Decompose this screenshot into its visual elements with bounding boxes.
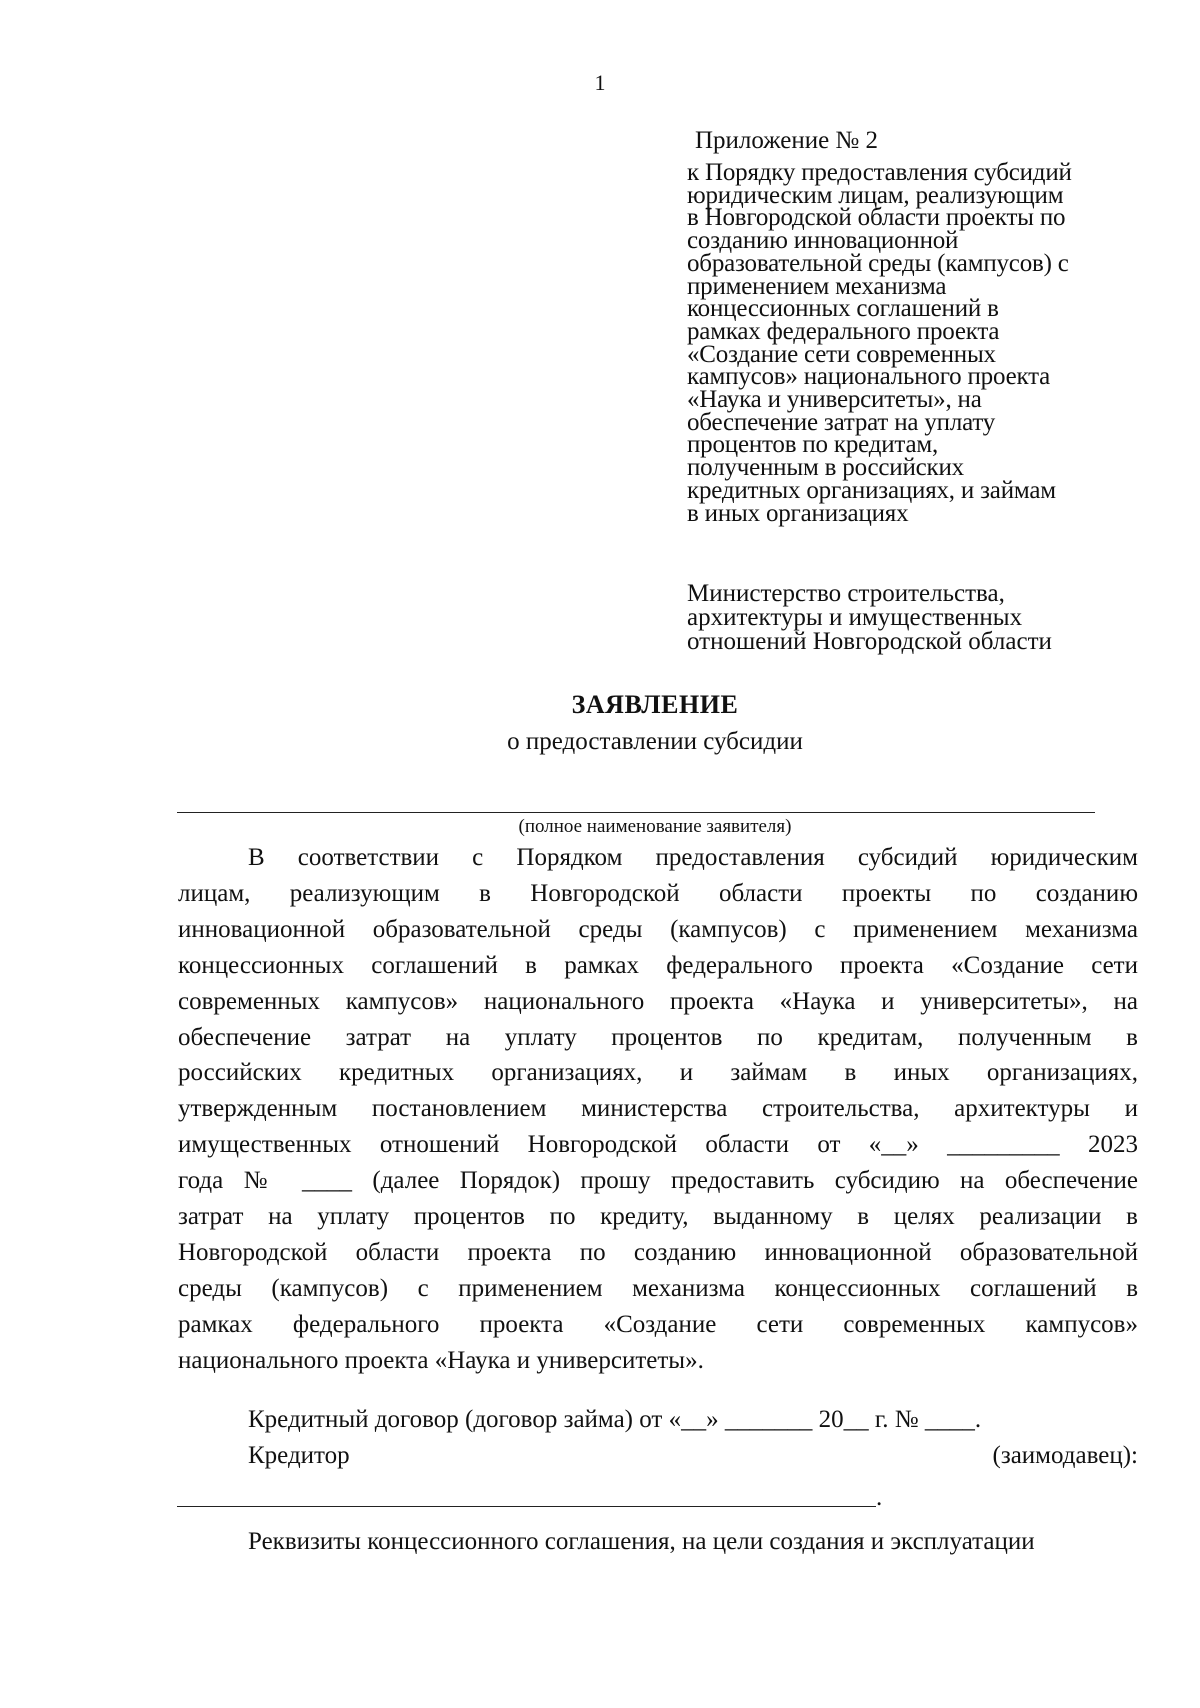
document-title: ЗАЯВЛЕНИЕ xyxy=(571,690,739,719)
paragraph-line: среды (кампусов) с применением механизма концессионных соглашений в xyxy=(178,1274,1138,1302)
appendix-line: рамках федерального проекта xyxy=(687,317,1000,345)
creditor-name-field-line xyxy=(177,1506,876,1507)
paragraph-line: обеспечение затрат на уплату процентов по кредитам, полученным в xyxy=(178,1023,1138,1051)
paragraph-line: российских кредитных организациях, и займам в иных организациях, xyxy=(178,1059,1138,1087)
main-paragraph xyxy=(178,840,1138,1379)
paragraph-line: В соответствии с Порядком предоставления субсидий юридическим xyxy=(248,844,1138,871)
credit-agreement-line: Кредитный договор (договор займа) от «__» _______ 20__ г. № ____. xyxy=(248,1406,982,1433)
paragraph-line: утвержденным постановлением министерства строительства, архитектуры и xyxy=(178,1095,1138,1123)
paragraph-line: Новгородской области проекта по созданию инновационной образовательной xyxy=(178,1238,1138,1266)
appendix-line: кредитных организациях, и займам xyxy=(687,476,1056,504)
appendix-line: концессионных соглашений в xyxy=(687,295,999,323)
appendix-line: юридическим лицам, реализующим xyxy=(687,181,1064,209)
paragraph-line: рамках федерального проекта «Создание сети современных кампусов» xyxy=(178,1310,1138,1338)
creditor-label: Кредитор xyxy=(248,1442,350,1469)
appendix-line: «Создание сети современных xyxy=(687,340,996,368)
paragraph-line: инновационной образовательной среды (кампусов) с применением механизма xyxy=(178,915,1138,943)
appendix-line: созданию инновационной xyxy=(687,227,959,255)
addressee-block xyxy=(687,582,1157,654)
addressee-line: архитектуры и имущественных xyxy=(687,604,1023,631)
paragraph-line: имущественных отношений Новгородской области от «__» _________ 2023 xyxy=(178,1131,1138,1159)
paragraph-line: современных кампусов» национального проекта «Наука и университеты», на xyxy=(178,987,1138,1015)
page-number: 1 xyxy=(594,70,606,95)
appendix-line: к Порядку предоставления субсидий xyxy=(687,159,1072,186)
appendix-line: процентов по кредитам, xyxy=(687,431,939,459)
applicant-caption: (полное наименование заявителя) xyxy=(518,816,792,837)
paragraph-line: года № ____ (далее Порядок) прошу предоставить субсидию на обеспечение xyxy=(178,1167,1138,1195)
document-subtitle: о предоставлении субсидии xyxy=(507,728,803,755)
creditor-end-dot: . xyxy=(876,1484,883,1511)
paragraph-line: затрат на уплату процентов по кредиту, выданному в целях реализации в xyxy=(178,1203,1138,1231)
applicant-name-field-line xyxy=(177,812,1095,813)
appendix-line: обеспечение затрат на уплату xyxy=(687,408,996,436)
appendix-line: образовательной среды (кампусов) с xyxy=(687,249,1069,277)
appendix-line: в иных организациях xyxy=(687,499,909,527)
appendix-text xyxy=(687,159,1147,527)
appendix-line: в Новгородской области проекты по xyxy=(687,204,1066,232)
appendix-line: применением механизма xyxy=(687,272,947,300)
appendix-line: «Наука и университеты», на xyxy=(687,386,982,414)
paragraph-line: лицам, реализующим в Новгородской области проекты по созданию xyxy=(178,879,1138,907)
requisites-paragraph: Реквизиты концессионного соглашения, на цели создания и эксплуатации xyxy=(248,1528,1035,1555)
appendix-line: кампусов» национального проекта xyxy=(687,363,1051,391)
creditor-suffix: (заимодавец): xyxy=(992,1442,1138,1469)
paragraph-line: национального проекта «Наука и университеты». xyxy=(178,1346,704,1374)
addressee-line: Министерство строительства, xyxy=(687,580,1005,607)
appendix-title: Приложение № 2 xyxy=(695,127,879,154)
appendix-block xyxy=(687,126,1147,525)
addressee-line: отношений Новгородской области xyxy=(687,628,1052,655)
appendix-line: полученным в российских xyxy=(687,454,964,482)
paragraph-line: концессионных соглашений в рамках федерального проекта «Создание сети xyxy=(178,951,1138,979)
